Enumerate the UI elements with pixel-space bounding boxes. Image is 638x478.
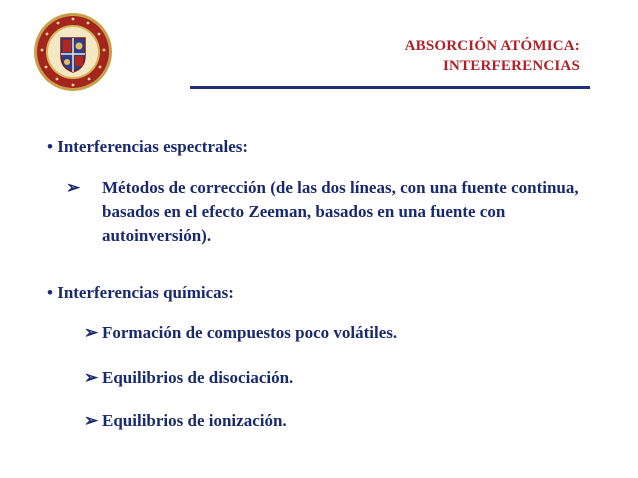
section-heading-chemical: • Interferencias químicas: — [47, 283, 234, 302]
list-item-text: Formación de compuestos poco volátiles. — [102, 323, 398, 342]
list-item-correction-methods — [66, 176, 580, 248]
list-item-text: Métodos de corrección (de las dos líneas, con una fuente continua, basados en el efecto Zeeman, basados en una fuente con autoinversión). — [102, 178, 579, 245]
slide-title-line-2: INTERFERENCIAS — [443, 58, 580, 74]
arrow-bullet-icon: ➢ — [84, 368, 99, 387]
header-divider — [190, 86, 590, 89]
section-heading-spectral: • Interferencias espectrales: — [47, 137, 249, 156]
list-item-text: Equilibrios de ionización. — [102, 411, 287, 430]
university-seal-icon — [33, 12, 113, 92]
arrow-bullet-icon: ➢ — [84, 323, 99, 342]
slide-title — [405, 36, 580, 76]
slide-title-line-1: ABSORCIÓN ATÓMICA: — [404, 38, 580, 54]
arrow-bullet-icon: ➢ — [84, 411, 99, 430]
list-item-text: Equilibrios de disociación. — [102, 368, 294, 387]
arrow-bullet-icon: ➢ — [66, 178, 81, 197]
list-item-ionization — [84, 409, 580, 433]
list-item-dissociation — [84, 366, 580, 390]
list-item-compounds — [84, 321, 580, 345]
